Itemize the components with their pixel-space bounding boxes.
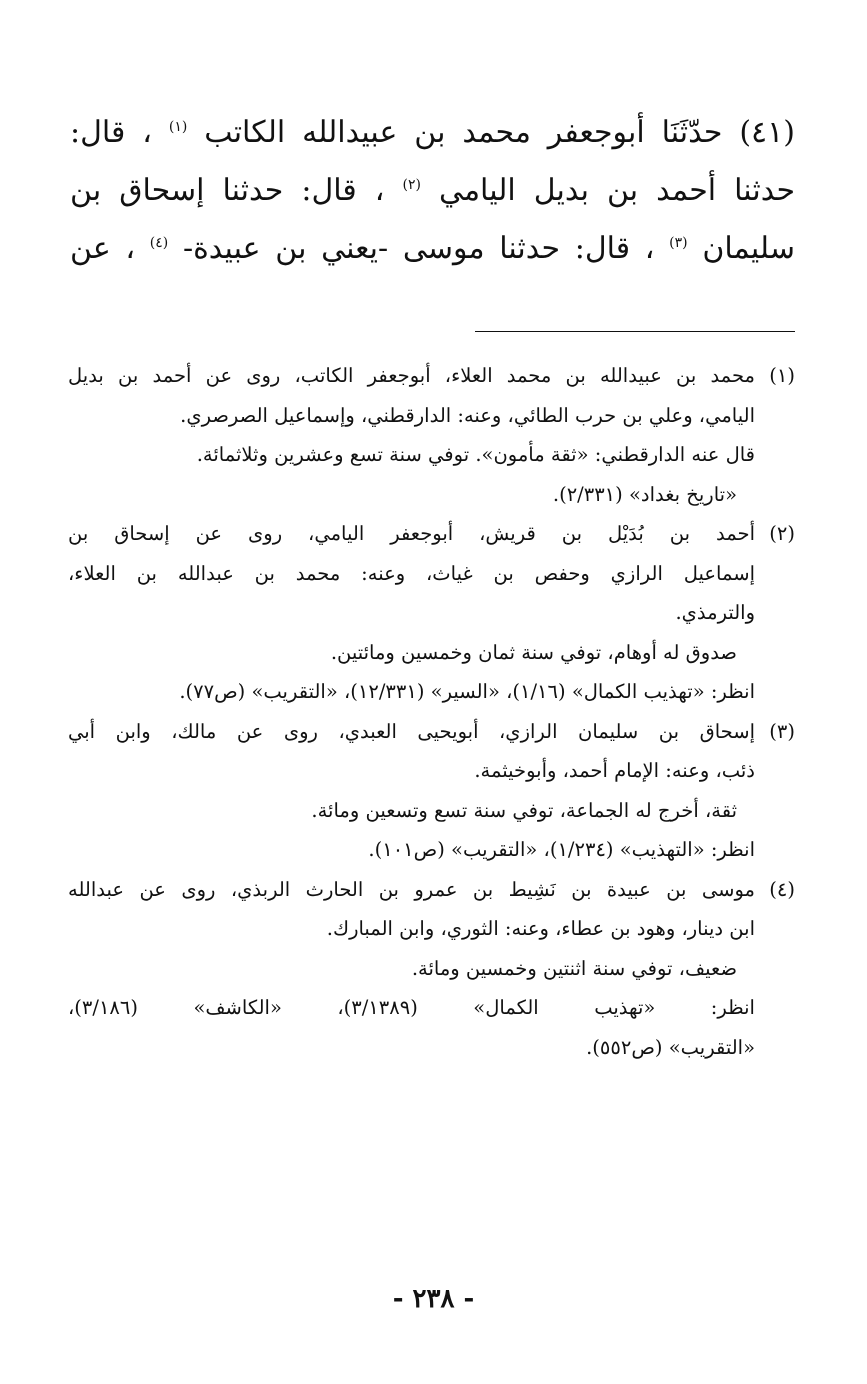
main-line-1-text: (٤١) حدّثَنَا أبوجعفر محمد بن عبيدالله الكاتب xyxy=(204,115,795,150)
main-line-3-end: ، عن xyxy=(70,231,136,266)
footnote-source: «تاريخ بغداد» (٢/٣٣١). xyxy=(552,482,737,506)
footnote-line: أحمد بن بُدَيْل بن قريش، أبوجعفر اليامي، روى عن إسحاق بن xyxy=(68,522,755,545)
main-line-3-text: سليمان xyxy=(702,231,795,266)
footnote-grade: ثقة، أخرج له الجماعة، توفي سنة تسع وتسعين ومائة. xyxy=(311,798,737,822)
footnote-grade: ضعيف، توفي سنة اثنتين وخمسين ومائة. xyxy=(411,956,737,980)
footnote-line: قال عنه الدارقطني: «ثقة مأمون». توفي سنة تسع وعشرين وثلاثمائة. xyxy=(196,443,755,466)
footnote-source: انظر: «تهذيب الكمال» (٣/١٣٨٩)، «الكاشف» (٣/١٨٦)، xyxy=(68,996,755,1019)
footnote-source: انظر: «التهذيب» (١/٢٣٤)، «التقريب» (ص١٠١). xyxy=(368,838,755,861)
main-line-2-end: ، قال: حدثنا إسحاق بن xyxy=(70,173,385,208)
footnote-line: ابن دينار، وهود بن عطاء، وعنه: الثوري، وابن المبارك. xyxy=(326,917,755,940)
main-line-3-middle: ، قال: حدثنا موسى -يعني بن عبيدة- xyxy=(182,231,655,266)
footnote-3 xyxy=(68,712,795,870)
footnote-source: «التقريب» (ص٥٥٢). xyxy=(586,1035,755,1059)
footnote-grade: صدوق له أوهام، توفي سنة ثمان وخمسين ومائتين. xyxy=(330,640,737,664)
footnote-ref-4: (٤) xyxy=(149,235,169,251)
footnote-separator xyxy=(475,331,795,332)
footnote-line: ذئب، وعنه: الإمام أحمد، وأبوخيثمة. xyxy=(474,759,755,782)
footnote-line: محمد بن عبيدالله بن محمد العلاء، أبوجعفر الكاتب، روى عن أحمد بن بديل xyxy=(68,364,755,387)
footnote-line: اليامي، وعلي بن حرب الطائي، وعنه: الدارقطني، وإسماعيل الصرصري. xyxy=(180,403,755,427)
main-line-1 xyxy=(70,104,795,162)
footnote-ref-3: (٣) xyxy=(669,235,688,251)
footnotes xyxy=(68,356,795,1067)
main-line-1-end: ، قال: xyxy=(70,115,152,150)
footnote-4 xyxy=(68,870,795,1068)
footnote-1 xyxy=(68,356,795,514)
footnote-number: (٢) xyxy=(769,522,795,545)
hadith-text xyxy=(70,104,795,278)
footnote-number: (٣) xyxy=(769,719,795,743)
footnote-number: (١) xyxy=(769,364,795,387)
main-line-2 xyxy=(70,162,795,220)
footnote-ref-2: (٢) xyxy=(402,177,421,193)
footnote-line: والترمذي. xyxy=(675,601,755,624)
footnote-line: موسى بن عبيدة بن نَشِيط بن عمرو بن الحارث الربذي، روى عن عبدالله xyxy=(68,877,755,901)
footnote-source: انظر: «تهذيب الكمال» (١/١٦)، «السير» (١٢/٣٣١)، «التقريب» (ص٧٧). xyxy=(179,680,755,703)
footnote-number: (٤) xyxy=(769,877,795,901)
main-line-2-text: حدثنا أحمد بن بديل اليامي xyxy=(438,173,795,208)
footnote-line: إسحاق بن سليمان الرازي، أبويحيى العبدي، روى عن مالك، وابن أبي xyxy=(68,719,755,743)
footnote-line: إسماعيل الرازي وحفص بن غياث، وعنه: محمد بن عبدالله بن العلاء، xyxy=(68,561,755,585)
footnote-ref-1: (١) xyxy=(168,119,188,135)
footnote-2 xyxy=(68,514,795,712)
main-line-3 xyxy=(70,220,795,278)
page-number: - ٢٣٨ - xyxy=(392,1284,475,1314)
